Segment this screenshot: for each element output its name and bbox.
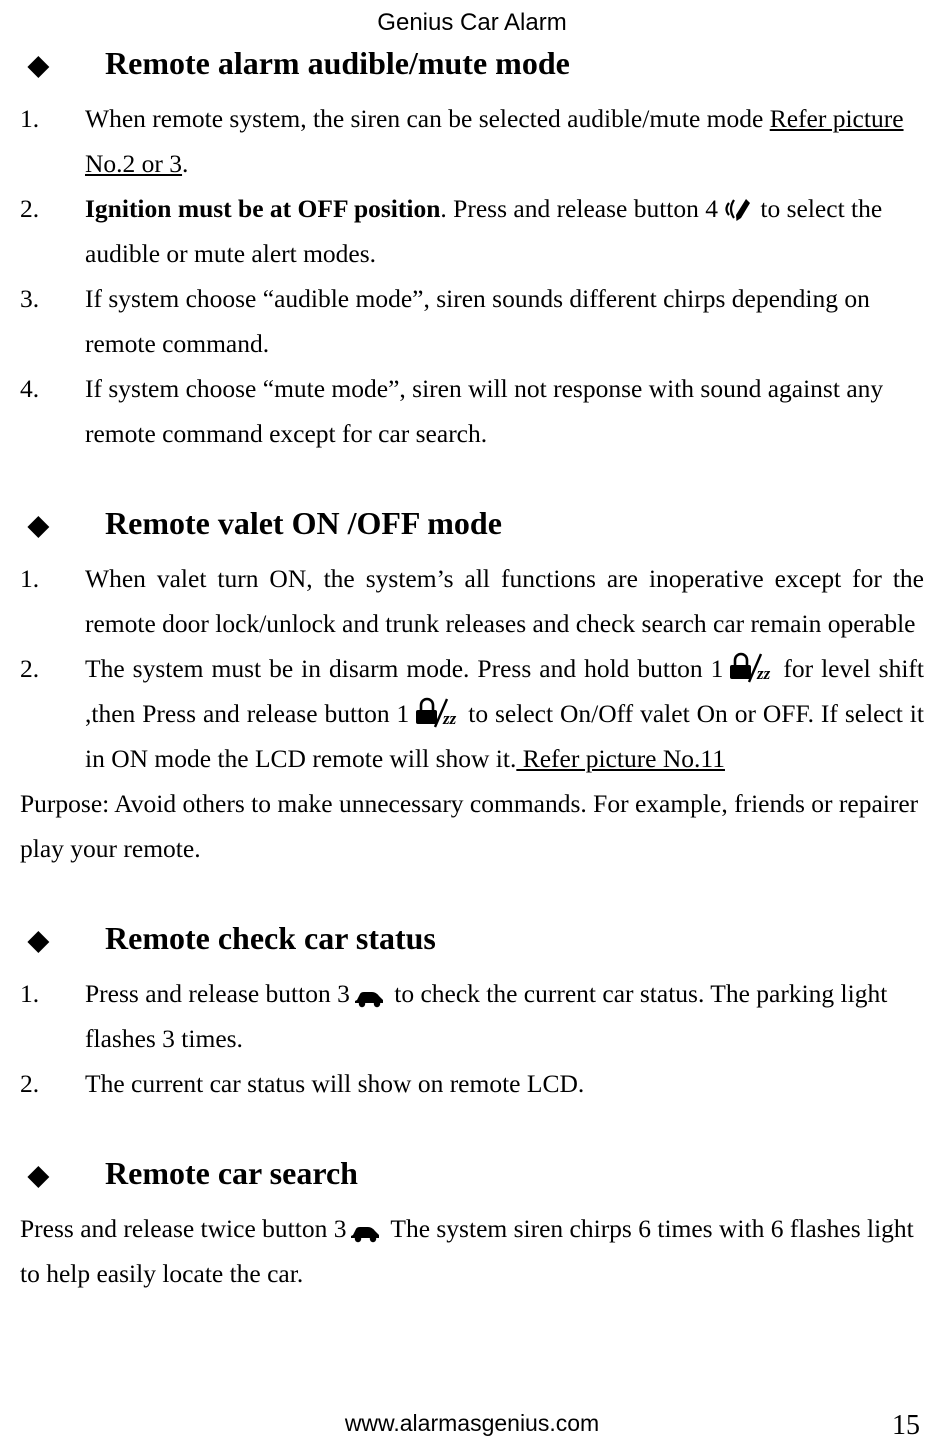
list-item xyxy=(20,971,924,1061)
svg-text:zz: zz xyxy=(443,709,457,728)
page-title: Genius Car Alarm xyxy=(377,9,567,36)
text-run: The system siren chirps 6 times with 6 flashes light to help easily locate the car. xyxy=(20,1214,914,1288)
list-item-text: When valet turn ON, the system’s all functions are inoperative except for the remote door lock/unlock and trunk releases and check search car remain operable xyxy=(85,564,924,638)
section-heading-text: Remote valet ON /OFF mode xyxy=(105,505,502,541)
diamond-bullet-icon: ◆ xyxy=(28,925,49,955)
section-heading-text: Remote car search xyxy=(105,1155,358,1191)
car-search-paragraph xyxy=(20,1206,924,1296)
list-number: 1. xyxy=(20,104,40,133)
text-run: to check the current car status. The parking light flashes 3 times. xyxy=(85,979,888,1053)
diamond-bullet-icon: ◆ xyxy=(28,50,49,80)
page-footer xyxy=(20,1406,924,1456)
list-item xyxy=(20,646,924,781)
list-item-text: If system choose “audible mode”, siren sounds different chirps depending on remote command. xyxy=(85,284,870,358)
text-run: The system must be in disarm mode. Press and hold button 1 xyxy=(85,654,724,683)
diamond-bullet-icon: ◆ xyxy=(28,1160,49,1190)
list-number: 2. xyxy=(20,194,40,223)
list-number: 3. xyxy=(20,284,40,313)
audible-mute-horn-icon xyxy=(721,195,751,223)
page-number: 15 xyxy=(892,1410,920,1441)
section-heading xyxy=(20,1150,924,1198)
picture-reference: Refer picture No.2 or 3 xyxy=(85,104,904,178)
list-number: 2. xyxy=(20,654,40,683)
section-audible-mute xyxy=(20,40,924,456)
text-run: When remote system, the siren can be selected audible/mute mode xyxy=(85,104,770,133)
list-number: 2. xyxy=(20,1069,40,1098)
list-item-text xyxy=(85,186,924,276)
text-run: Press and release button 3 xyxy=(85,979,350,1008)
text-run: . xyxy=(182,149,189,178)
text-run: to select On/Off valet On or OFF. If select it in ON mode the LCD remote will show it. xyxy=(85,699,924,773)
list-item xyxy=(20,186,924,276)
svg-text:zz: zz xyxy=(757,664,771,683)
section-valet xyxy=(20,500,924,871)
lock-sleep-icon xyxy=(412,696,458,728)
list-item xyxy=(20,96,924,186)
text-run: to select the audible or mute alert modes. xyxy=(85,194,883,268)
section-heading xyxy=(20,40,924,88)
section-heading-text: Remote check car status xyxy=(105,920,436,956)
list-number: 4. xyxy=(20,374,40,403)
bold-text-run: Ignition must be at OFF position xyxy=(85,194,441,223)
picture-reference: Refer picture No.11 xyxy=(516,744,725,773)
section-heading-text: Remote alarm audible/mute mode xyxy=(105,45,570,81)
list-item xyxy=(20,556,924,646)
text-run: for level shift ,then Press and release button 1 xyxy=(85,654,924,728)
section-heading xyxy=(20,500,924,548)
list-number: 1. xyxy=(20,979,40,1008)
car-icon xyxy=(353,988,385,1008)
section-car-search xyxy=(20,1150,924,1296)
list-item xyxy=(20,1061,924,1106)
list-item-text: If system choose “mute mode”, siren will not response with sound against any remote command except for car search. xyxy=(85,374,884,448)
purpose-paragraph: Purpose: Avoid others to make unnecessary commands. For example, friends or repairer play your remote. xyxy=(20,789,919,863)
list-number: 1. xyxy=(20,564,40,593)
list-item-text xyxy=(85,971,924,1061)
list-item xyxy=(20,366,924,456)
website-url: www.alarmasgenius.com xyxy=(344,1410,600,1436)
list-item-text xyxy=(85,96,924,186)
list-item-text xyxy=(85,646,924,781)
text-run: . Press and release button 4 xyxy=(440,194,719,223)
list-item xyxy=(20,276,924,366)
section-heading xyxy=(20,915,924,963)
lock-sleep-icon xyxy=(726,651,772,683)
list-item-text: The current car status will show on remote LCD. xyxy=(85,1069,585,1098)
diamond-bullet-icon: ◆ xyxy=(28,510,49,540)
car-icon xyxy=(349,1223,381,1243)
text-run: Press and release twice button 3 xyxy=(20,1214,347,1243)
section-check-status xyxy=(20,915,924,1106)
